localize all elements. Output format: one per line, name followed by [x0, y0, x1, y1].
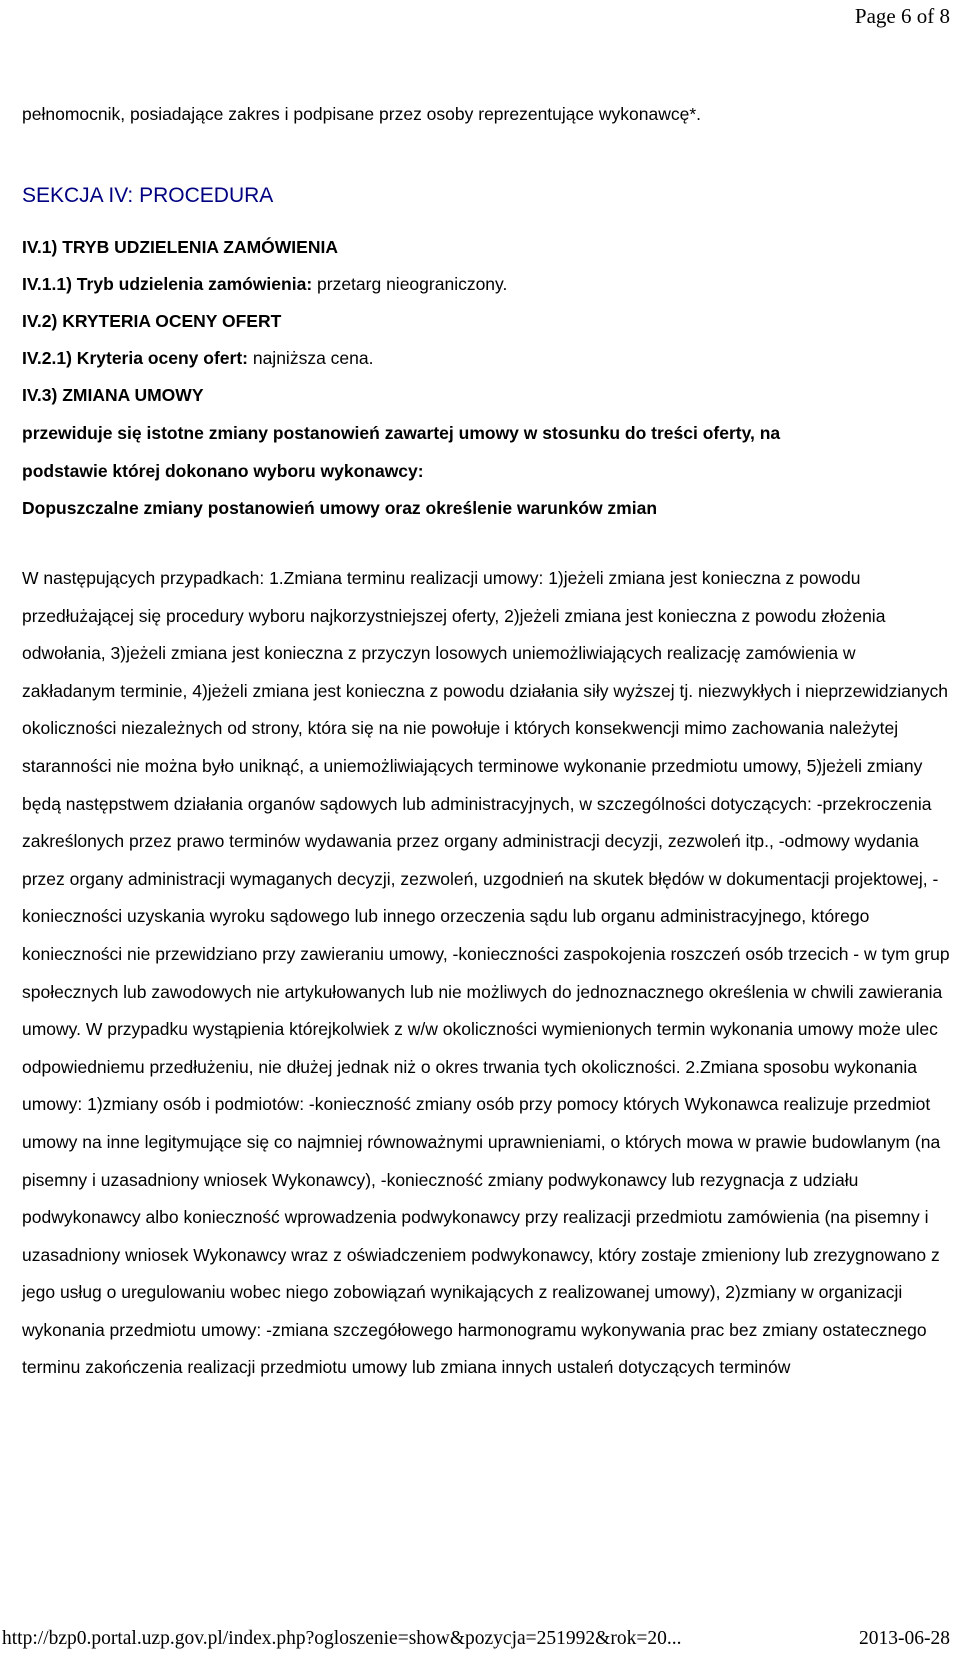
iv3-line-1: przewiduje się istotne zmiany postanowień zawartej umowy w stosunku do treści oferty, na: [22, 423, 781, 443]
page-number: Page 6 of 8: [854, 4, 950, 28]
iv3-line-3: Dopuszczalne zmiany postanowień umowy oraz określenie warunków zmian: [22, 498, 658, 518]
body-paragraph: W następujących przypadkach: 1.Zmiana terminu realizacji umowy: 1)jeżeli zmiana jest konieczna z powodu przedłużającej się procedury wyboru najkorzystniejszej oferty, 2)jeżeli zmiana jest konieczna z powodu złożenia odwołania, 3)jeżeli zmiana jest konieczna z przyczyn losowych uniemożliwiających realizację zamówienia w zakładanym terminie, 4)jeżeli zmiana jest konieczna z powodu działania siły wyższej tj. niezwykłych i nieprzewidzianych okoliczności niezależnych od strony, która się na nie powołuje i których konsekwencji mimo zachowania należytej staranności nie można było uniknąć, a uniemożliwiających terminowe wykonanie przedmiotu umowy, 5)jeżeli zmiany będą następstwem działania organów sądowych lub administracyjnych, w szczególności dotyczących: -przekroczenia zakreślonych przez prawo terminów wydawania przez organy administracji decyzji, zezwoleń itp., -odmowy wydania przez organy administracji wymaganych decyzji, zezwoleń, uzgodnień na skutek błędów w dokumentacji projektowej, -konieczności uzyskania wyroku sądowego lub innego orzeczenia sądu lub organu administracyjnego, którego konieczności nie przewidziano przy zawieraniu umowy, -konieczności zaspokojenia roszczeń osób trzecich - w tym grup społecznych lub zawodowych nie artykułowanych lub nie możliwych do jednoznacznego określenia w chwili zawierania umowy. W przypadku wystąpienia którejkolwiek z w/w okoliczności wymienionych termin wykonania umowy może ulec odpowiedniemu przedłużeniu, nie dłużej jednak niż o okres trwania tych okoliczności. 2.Zmiana sposobu wykonania umowy: 1)zmiany osób i podmiotów: -konieczność zmiany osób przy pomocy których Wykonawca realizuje przedmiot umowy na inne legitymujące się co najmniej równoważnymi uprawnieniami, o których mowa w prawie budowlanym (na pisemny i uzasadniony wniosek Wykonawcy), -konieczność zmiany podwykonawcy lub rezygnacja z udziału podwykonawcy albo konieczność wprowadzenia podwykonawcy przy realizacji przedmiotu zamówienia (na pisemny i uzasadniony wniosek Wykonawcy wraz z oświadczeniem podwykonawcy, który zostaje zmieniony lub zrezygnowano z jego usług o uregulowaniu wobec niego zobowiązań wynikających z realizowanej umowy), 2)zmiany w organizacji wykonania przedmiotu umowy: -zmiana szczegółowego harmonogramu wykonywania prac bez zmiany ostatecznego terminu zakończenia realizacji przedmiotu umowy lub zmiana innych ustaleń dotyczących terminów: [22, 568, 950, 1378]
item-iv11-label: IV.1.1) Tryb udzielenia zamówienia:: [22, 274, 313, 294]
heading-iv3: IV.3) ZMIANA UMOWY: [22, 385, 204, 405]
item-iv21-label: IV.2.1) Kryteria oceny ofert:: [22, 348, 248, 368]
iv3-line-2: podstawie której dokonano wyboru wykonawcy:: [22, 461, 424, 481]
heading-iv2: IV.2) KRYTERIA OCENY OFERT: [22, 311, 282, 331]
heading-iv1: IV.1) TRYB UDZIELENIA ZAMÓWIENIA: [22, 237, 338, 257]
footer-url: http://bzp0.portal.uzp.gov.pl/index.php?ogloszenie=show&pozycja=251992&rok=20...: [2, 1628, 682, 1649]
item-iv21: [22, 348, 373, 369]
footer-date: 2013-06-28: [859, 1628, 950, 1649]
item-iv11-value: przetarg nieograniczony.: [312, 274, 508, 294]
section-title: SEKCJA IV: PROCEDURA: [22, 184, 274, 207]
intro-text: pełnomocnik, posiadające zakres i podpisane przez osoby reprezentujące wykonawcę*.: [22, 104, 701, 124]
item-iv11: [22, 274, 507, 295]
item-iv21-value: najniższa cena.: [247, 348, 374, 368]
